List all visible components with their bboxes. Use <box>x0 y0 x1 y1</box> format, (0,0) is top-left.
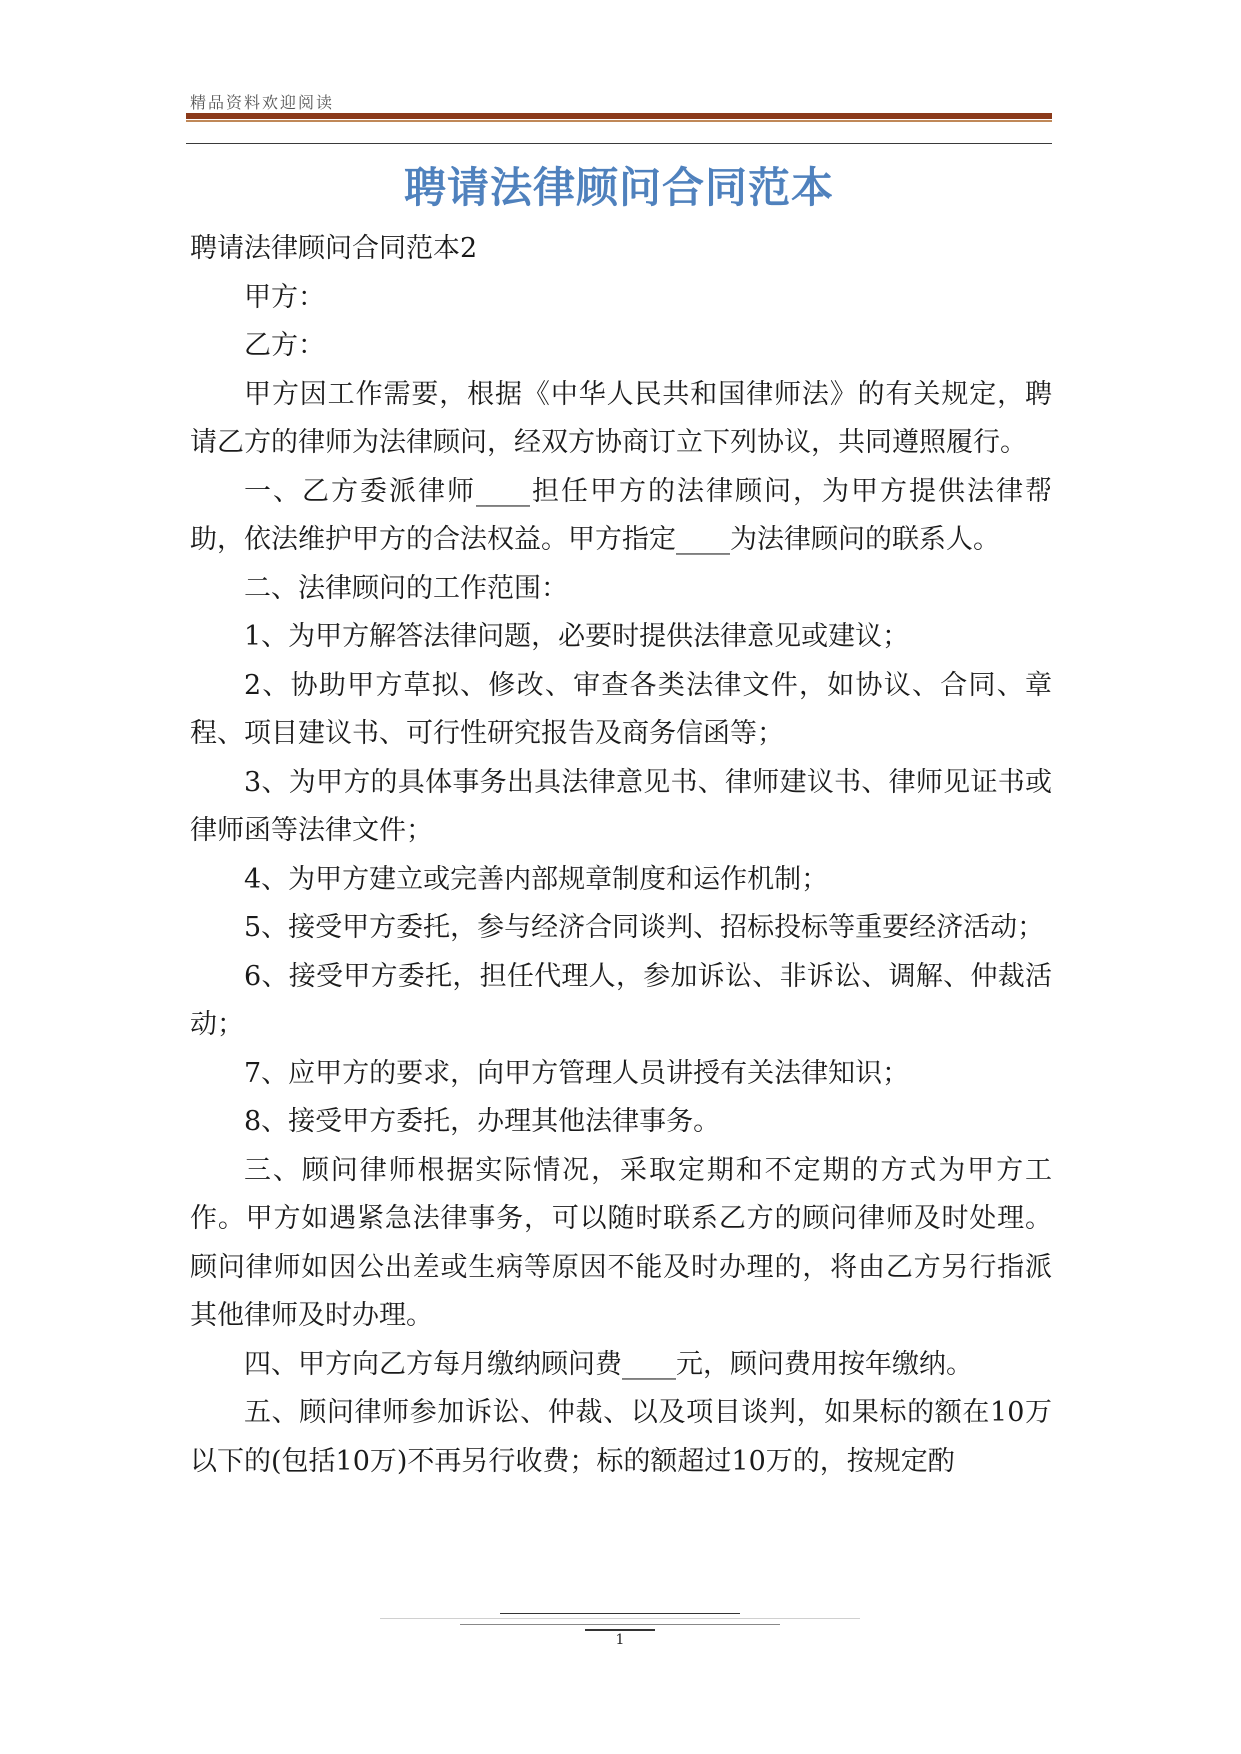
scope-item-5: 5、接受甲方委托，参与经济合同谈判、招标投标等重要经济活动； <box>244 912 1045 943</box>
scope-item-3: 3、为甲方的具体事务出具法律意见书、律师建议书、律师见证书或律师函等法律文件； <box>190 766 1052 846</box>
party-a-line: 甲方： <box>244 281 325 313</box>
scope-item-4: 4、为甲方建立或完善内部规章制度和运作机制； <box>244 863 829 895</box>
header-rule-thin <box>186 143 1052 144</box>
footer-rule-short <box>585 1629 655 1631</box>
footer-rule-top <box>500 1613 740 1614</box>
document-body <box>190 225 1052 1486</box>
scope-item-8: 8、接受甲方委托，办理其他法律事务。 <box>244 1106 721 1137</box>
clause-2-heading: 二、法律顾问的工作范围： <box>244 572 568 604</box>
preamble-paragraph: 甲方因工作需要，根据《中华人民共和国律师法》的有关规定，聘请乙方的律师为法律顾问，经双方协商订立下列协议，共同遵照履行。 <box>190 378 1052 458</box>
page-header-text: 精品资料欢迎阅读 <box>190 93 335 112</box>
party-b-line: 乙方： <box>244 330 325 361</box>
clause-3-paragraph: 三、顾问律师根据实际情况，采取定期和不定期的方式为甲方工作。甲方如遇紧急法律事务，可以随时联系乙方的顾问律师及时处理。顾问律师如因公出差或生病等原因不能及时办理的，将由乙方另行指派其他律师及时办理。 <box>190 1154 1052 1331</box>
subtitle-paragraph: 聘请法律顾问合同范本2 <box>190 233 478 264</box>
clause-5-paragraph: 五、顾问律师参加诉讼、仲裁、以及项目谈判，如果标的额在10万以下的(包括10万)不再另行收费；标的额超过10万的，按规定酌 <box>190 1397 1052 1477</box>
header-rule-accent <box>186 120 1052 122</box>
header-rule-thick <box>186 113 1052 119</box>
document-title: 聘请法律顾问合同范本 <box>403 163 834 212</box>
scope-item-6: 6、接受甲方委托，担任代理人，参加诉讼、非诉讼、调解、仲裁活动； <box>190 960 1052 1040</box>
clause-1-paragraph: 一、乙方委派律师____担任甲方的法律顾问，为甲方提供法律帮助，依法维护甲方的合法权益。甲方指定____为法律顾问的联系人。 <box>190 475 1052 555</box>
clause-4-paragraph: 四、甲方向乙方每月缴纳顾问费____元，顾问费用按年缴纳。 <box>244 1348 973 1380</box>
page-number: 1 <box>615 1632 625 1648</box>
scope-item-2: 2、协助甲方草拟、修改、审查各类法律文件，如协议、合同、章程、项目建议书、可行性研究报告及商务信函等； <box>190 669 1052 749</box>
footer-rule-wide <box>380 1618 860 1619</box>
scope-item-7: 7、应甲方的要求，向甲方管理人员讲授有关法律知识； <box>244 1057 910 1089</box>
scope-item-1: 1、为甲方解答法律问题，必要时提供法律意见或建议； <box>244 621 910 652</box>
footer-rule-mid <box>460 1624 780 1625</box>
